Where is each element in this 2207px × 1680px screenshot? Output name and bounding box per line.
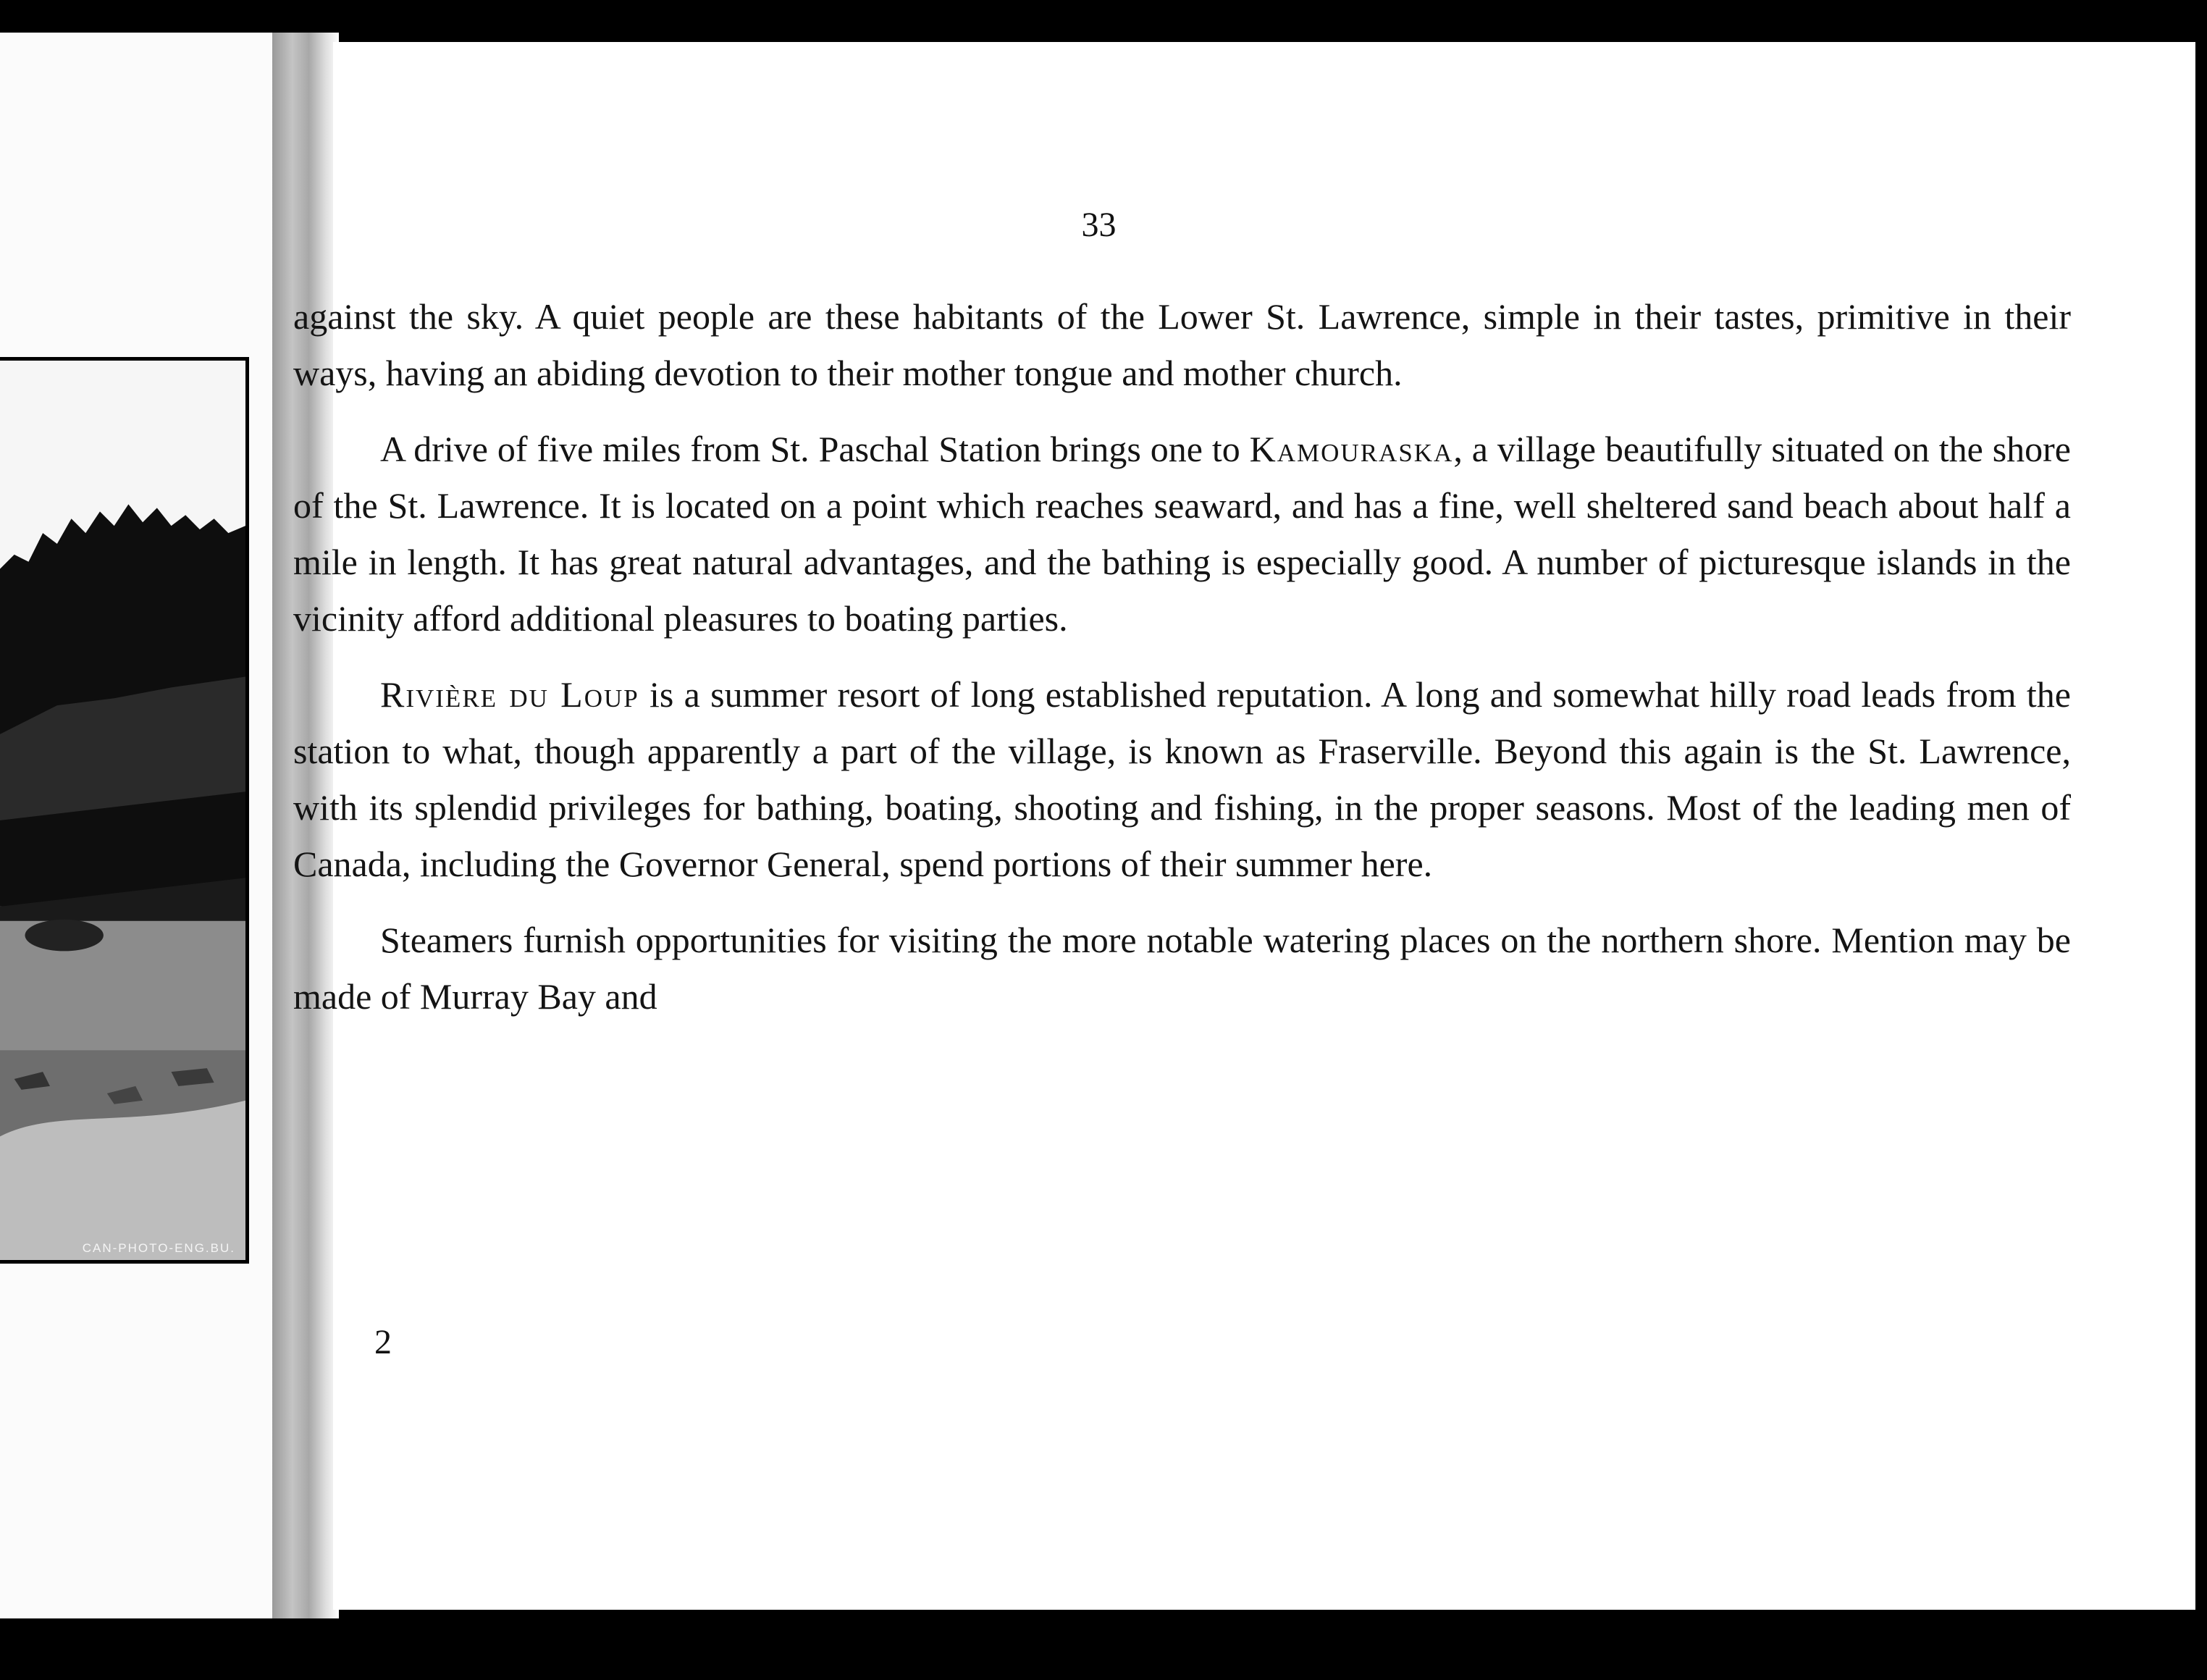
paragraph-text: Steamers furnish opportunities for visiting the more notable watering places on the northern shore. Mention may be made of Murray Bay and	[293, 920, 2071, 1017]
paragraph-text: against the sky. A quiet people are these habitants of the Lower St. Lawrence, simple in their tastes, primitive in their ways, having an abiding devotion to their mother tongue and mother church.	[293, 296, 2071, 393]
paragraph-riviere-du-loup	[293, 666, 2071, 892]
paragraph-steamers	[293, 912, 2071, 1025]
signature-mark: 2	[374, 1323, 392, 1361]
paragraph-rest: is a summer resort of long established reputation. A long and somewhat hilly road leads from the station to what, though apparently a part of the village, is known as Fraserville. Beyond this again is the St. Lawrence, with its splendid privileges for bathing, boating, shooting and fishing, in the proper seasons. Most of the leading men of Canada, including the Governor General, spend portions of their summer here.	[293, 674, 2071, 884]
page-number: 33	[1081, 206, 1117, 244]
photo-plate	[0, 357, 249, 1264]
facing-page	[0, 33, 290, 1618]
place-name: Rivière du Loup	[380, 674, 639, 715]
text-body	[293, 288, 2071, 1044]
paragraph-kamouraska	[293, 421, 2071, 647]
place-name: Kamouraska	[1249, 429, 1454, 469]
plate-credit: CAN-PHOTO-ENG.BU.	[82, 1241, 235, 1255]
landscape-photo	[0, 361, 245, 1260]
paragraph-rest: , a village beautifully situated on the shore of the St. Lawrence. It is located on a point which reaches seaward, and has a fine, well sheltered sand beach about half a mile in length. It has great natural advantages, and the bathing is especially good. A number of picturesque islands in the vicinity afford additional pleasures to boating parties.	[293, 429, 2071, 639]
paragraph-continuation	[293, 288, 2071, 401]
book-page	[293, 42, 2195, 1610]
paragraph-lead: A drive of five miles from St. Paschal Station brings one to	[380, 429, 1250, 469]
